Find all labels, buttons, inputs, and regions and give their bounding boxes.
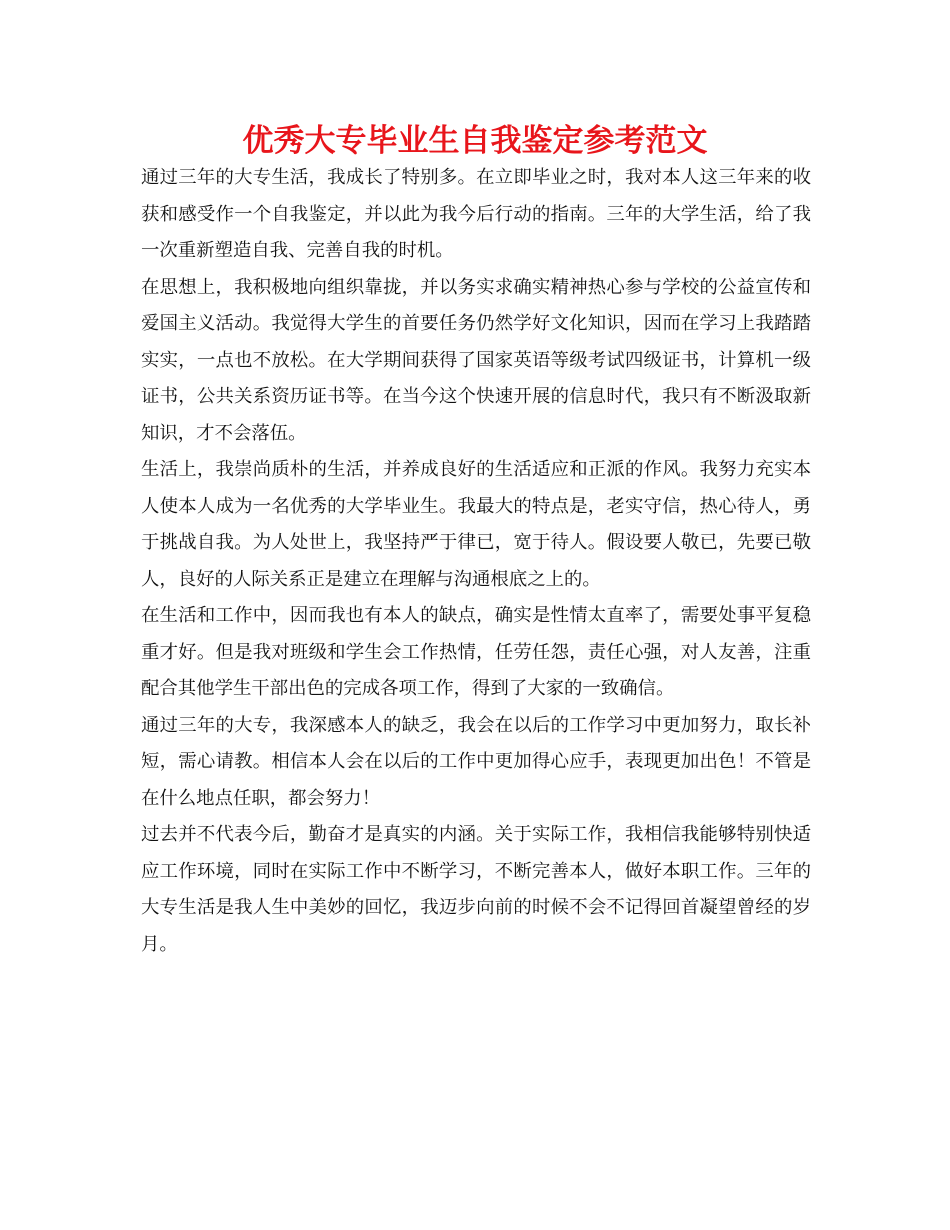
paragraph-reflection: 通过三年的大专，我深感本人的缺乏，我会在以后的工作学习中更加努力，取长补短，需心请教。相信本人会在以后的工作中更加得心应手，表现更加出色！不管是在什么地点任职，都会努力！	[141, 714, 811, 809]
paragraph-conclusion: 过去并不代表今后，勤奋才是真实的内涵。关于实际工作，我相信我能够特别快适应工作环境，同时在实际工作中不断学习，不断完善本人，做好本职工作。三年的大专生活是我人生中美妙的回忆，我迈步向前的时候不会不记得回首凝望曾经的岁月。	[141, 824, 811, 955]
document-title: 优秀大专毕业生自我鉴定参考范文	[242, 123, 708, 159]
paragraph-intro: 通过三年的大专生活，我成长了特别多。在立即毕业之时，我对本人这三年来的收获和感受作一个自我鉴定，并以此为我今后行动的指南。三年的大学生活，给了我一次重新塑造自我、完善自我的时机。	[141, 167, 811, 261]
paragraph-life: 生活上，我崇尚质朴的生活，并养成良好的生活适应和正派的作风。我努力充实本人使本人成为一名优秀的大学毕业生。我最大的特点是，老实守信，热心待人，勇于挑战自我。为人处世上，我坚持严于律已，宽于待人。假设要人敬已，先要已敬人，良好的人际关系正是建立在理解与沟通根底之上的。	[141, 459, 811, 590]
document-body	[141, 160, 811, 963]
paragraph-thought: 在思想上，我积极地向组织靠拢，并以务实求确实精神热心参与学校的公益宣传和爱国主义活动。我觉得大学生的首要任务仍然学好文化知识，因而在学习上我踏踏实实，一点也不放松。在大学期间获得了国家英语等级考试四级证书，计算机一级证书，公共关系资历证书等。在当今这个快速开展的信息时代，我只有不断汲取新知识，才不会落伍。	[141, 276, 811, 444]
paragraph-work: 在生活和工作中，因而我也有本人的缺点，确实是性情太直率了，需要处事平复稳重才好。但是我对班级和学生会工作热情，任劳任怨，责任心强，对人友善，注重配合其他学生干部出色的完成各项工作，得到了大家的一致确信。	[141, 605, 811, 699]
